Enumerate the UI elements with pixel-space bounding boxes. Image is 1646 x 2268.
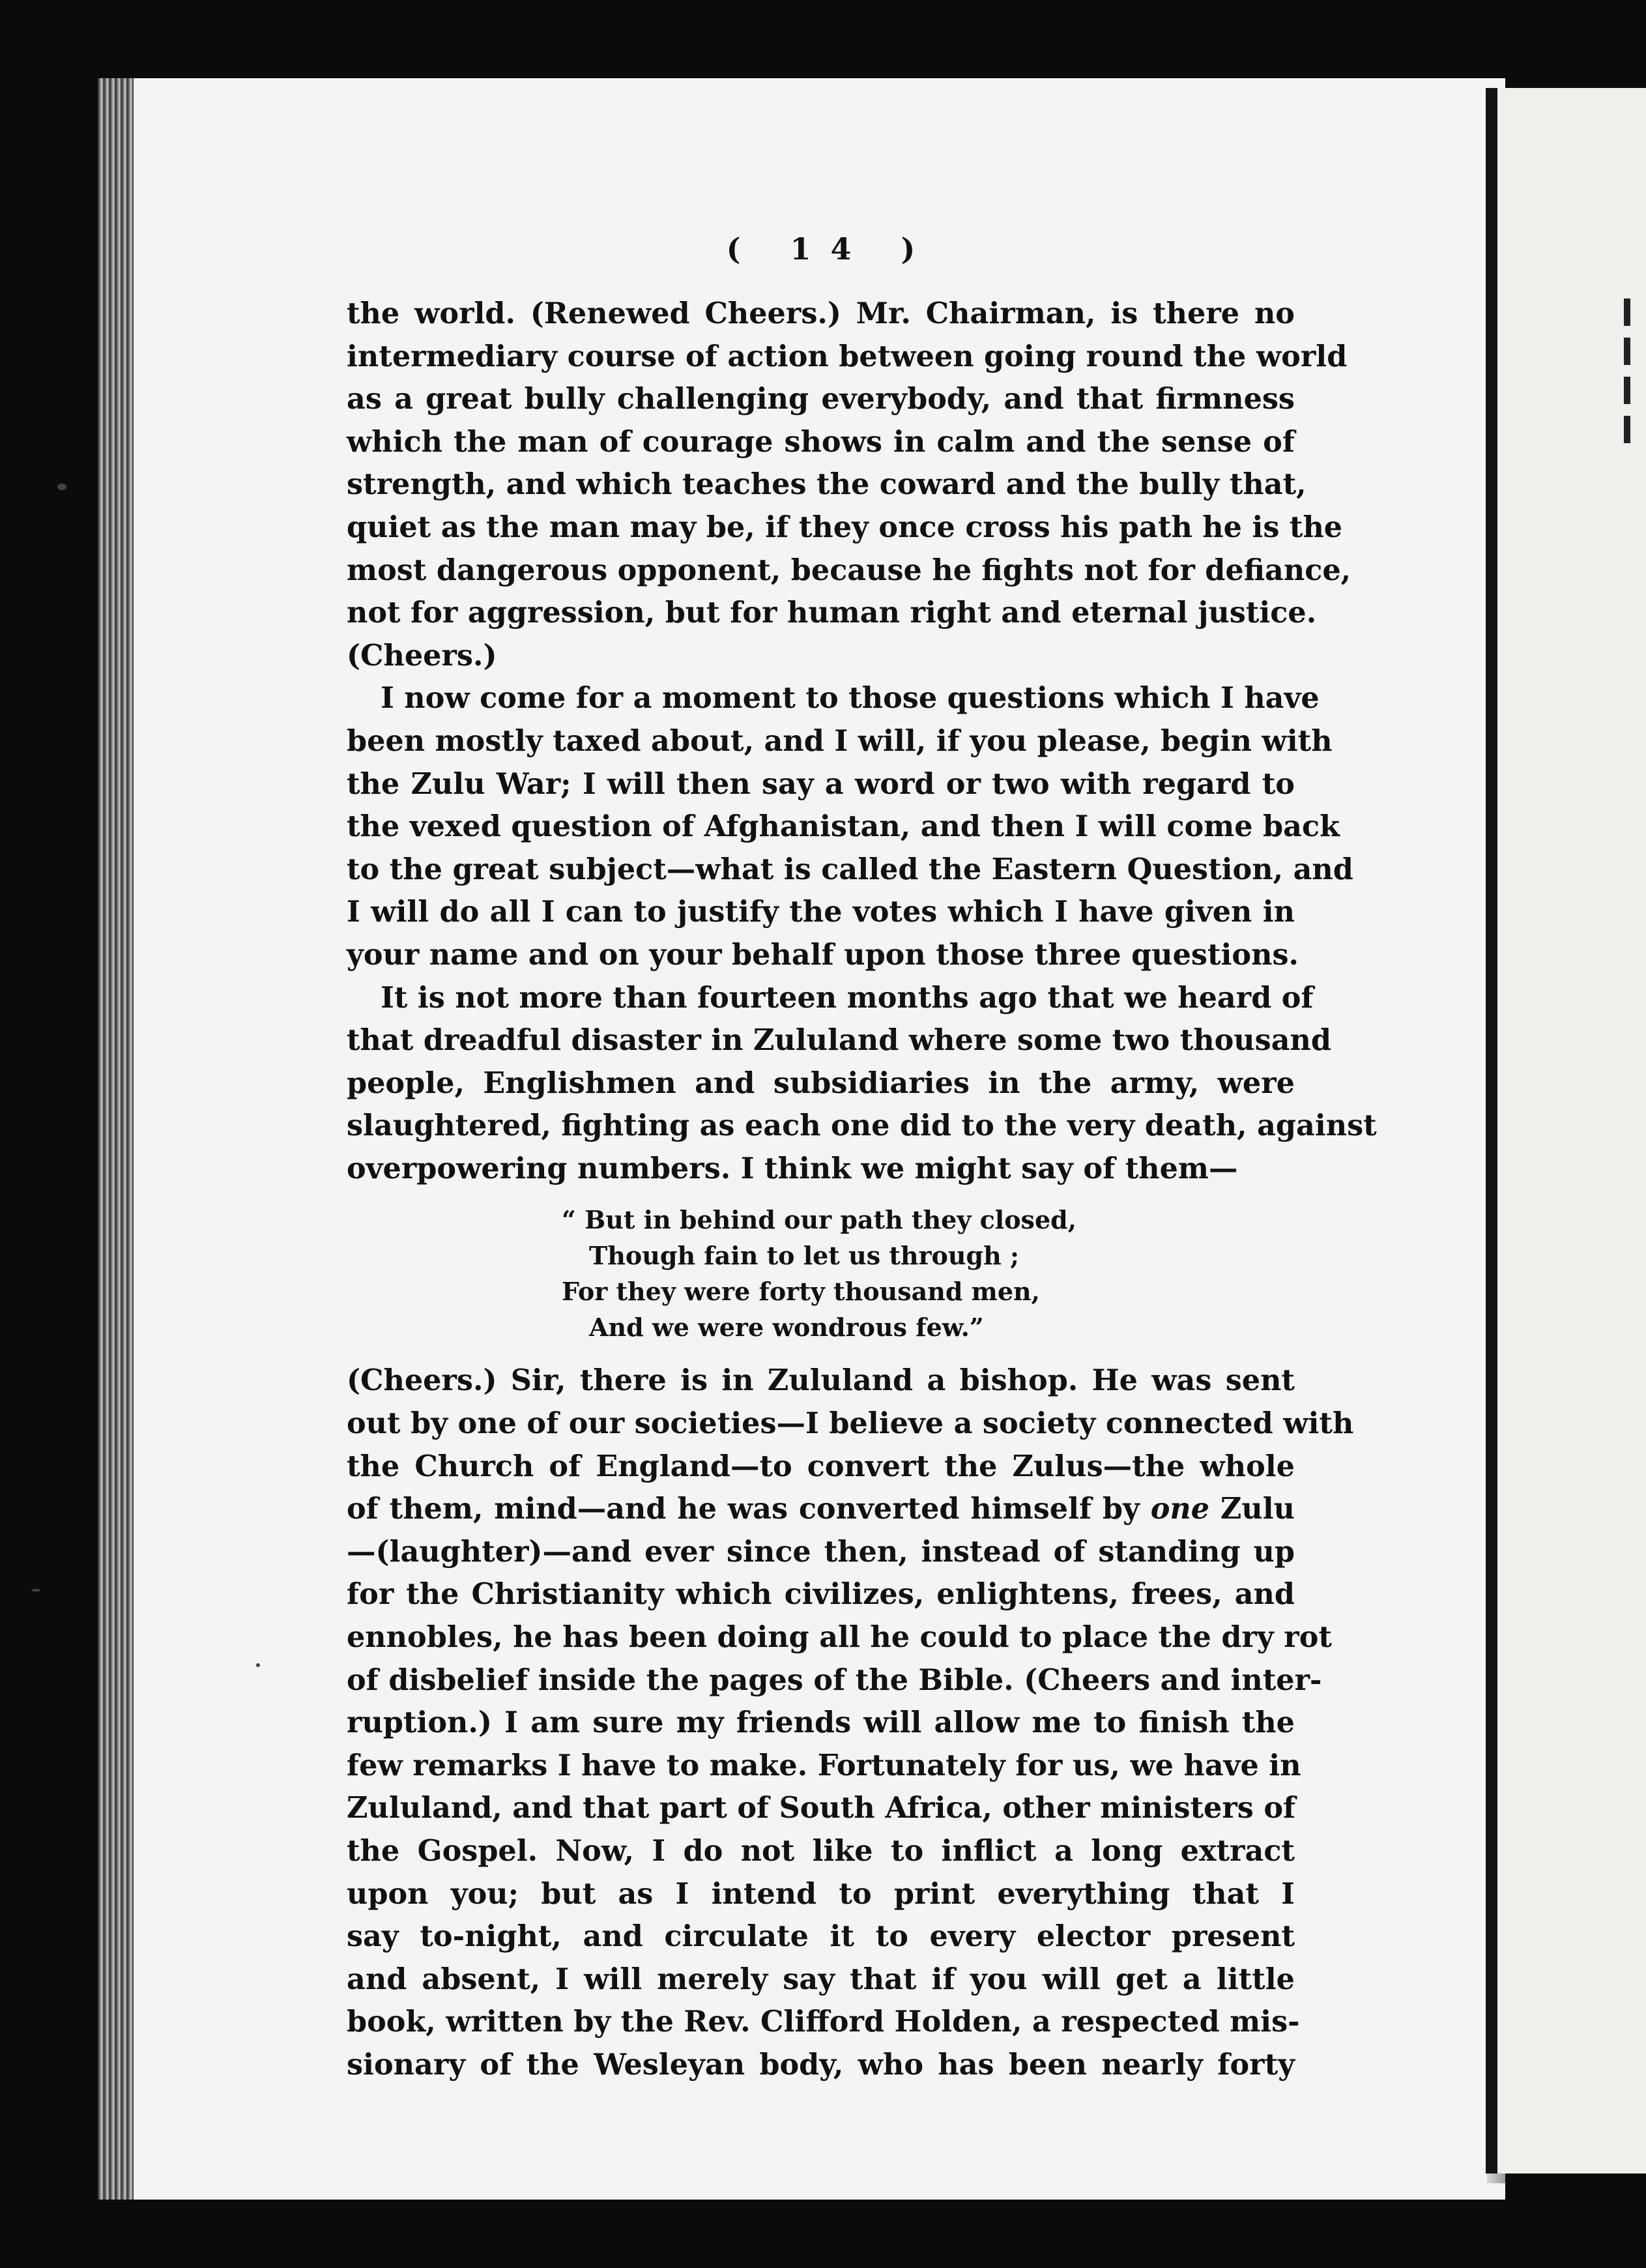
text-line: (Cheers.) <box>347 638 497 673</box>
verse-line: For they were forty thousand men, <box>562 1277 1040 1307</box>
text-line: the Gospel. Now, I do not like to inflict a long extract <box>347 1834 1295 1868</box>
text-line: overpowering numbers. I think we might say of them— <box>347 1151 1238 1185</box>
page-number: ( 14 ) <box>726 231 935 267</box>
text-line: few remarks I have to make. Fortunately for us, we have in <box>347 1748 1301 1782</box>
paragraph <box>347 1359 1354 2086</box>
text-line: —(laughter)—and ever since then, instead of standing up <box>347 1534 1295 1569</box>
verse-line: And we were wondrous few.” <box>589 1313 984 1343</box>
page-binding-edge <box>98 78 134 2200</box>
text-line: quiet as the man may be, if they once cross his path he is the <box>347 510 1343 544</box>
text-line: most dangerous opponent, because he fights not for defiance, <box>347 553 1351 587</box>
text-line: out by one of our societies—I believe a society connected with <box>347 1406 1354 1441</box>
text-line: (Cheers.) Sir, there is in Zululand a bishop. He was sent <box>347 1363 1295 1398</box>
text-run: of them, mind—and he was converted himself by <box>347 1492 1151 1526</box>
text-line: intermediary course of action between going round the world <box>347 339 1348 373</box>
text-line: sionary of the Wesleyan body, who has been nearly forty <box>347 2047 1295 2082</box>
text-line: I will do all I can to justify the votes which I have given in <box>347 895 1295 929</box>
page-text <box>347 231 1377 2087</box>
scan-speck <box>57 484 66 490</box>
scan-speck <box>256 1663 260 1667</box>
scan-speck <box>31 1589 40 1592</box>
text-line: the world. (Renewed Cheers.) Mr. Chairman, is there no <box>347 297 1295 330</box>
text-line: to the great subject—what is called the Eastern Question, and <box>347 852 1353 886</box>
text-run: Zulu <box>1209 1492 1295 1526</box>
text-line: say to-night, and circulate it to every elector present <box>347 1919 1295 1954</box>
adjacent-page-text-fragments <box>1616 287 1636 450</box>
text-line: that dreadful disaster in Zululand where some two thousand <box>347 1023 1332 1058</box>
text-line: ruption.) I am sure my friends will allow me to finish the <box>347 1706 1295 1740</box>
text-line: the Zulu War; I will then say a word or two with regard to <box>347 766 1295 801</box>
text-line: upon you; but as I intend to print everything that I <box>347 1876 1295 1911</box>
text-line: which the man of courage shows in calm and the sense of <box>347 424 1295 459</box>
text-line: the vexed question of Afghanistan, and then I will come back <box>347 809 1340 844</box>
text-line: people, Englishmen and subsidiaries in the army, were <box>347 1066 1295 1100</box>
text-line: ennobles, he has been doing all he could to place the dry rot <box>347 1620 1332 1655</box>
italic-word: one <box>1150 1492 1210 1526</box>
text-line: strength, and which teaches the coward and the bully that, <box>347 467 1307 502</box>
verse-line: Though fain to let us through ; <box>589 1241 1019 1271</box>
paragraph <box>347 677 1353 976</box>
text-line: your name and on your behalf upon those three questions. <box>347 937 1299 972</box>
text-line: of disbelief inside the pages of the Bible. (Cheers and inter- <box>347 1663 1322 1697</box>
text-line: not for aggression, but for human right and eternal justice. <box>347 596 1317 630</box>
paragraph <box>347 977 1377 1191</box>
text-line: slaughtered, fighting as each one did to the very death, against <box>347 1109 1377 1143</box>
paragraph <box>347 293 1351 677</box>
text-line <box>347 1488 1295 1531</box>
text-line: and absent, I will merely say that if you will get a little <box>347 1962 1295 1996</box>
quoted-verse <box>347 1202 1295 1345</box>
text-line: been mostly taxed about, and I will, if you please, begin with <box>347 723 1333 758</box>
verse-line: “ But in behind our path they closed, <box>562 1205 1076 1235</box>
text-line: Zululand, and that part of South Africa, other ministers of <box>347 1791 1296 1825</box>
text-line: the Church of England—to convert the Zulus—the whole <box>347 1449 1295 1483</box>
text-line: I now come for a moment to those questions which I have <box>381 681 1320 716</box>
text-line: as a great bully challenging everybody, and that firmness <box>347 382 1295 416</box>
text-line: book, written by the Rev. Clifford Holden, a respected mis- <box>347 2005 1300 2039</box>
text-line: It is not more than fourteen months ago that we heard of <box>381 980 1314 1015</box>
text-line: for the Christianity which civilizes, enlightens, frees, and <box>347 1577 1295 1612</box>
